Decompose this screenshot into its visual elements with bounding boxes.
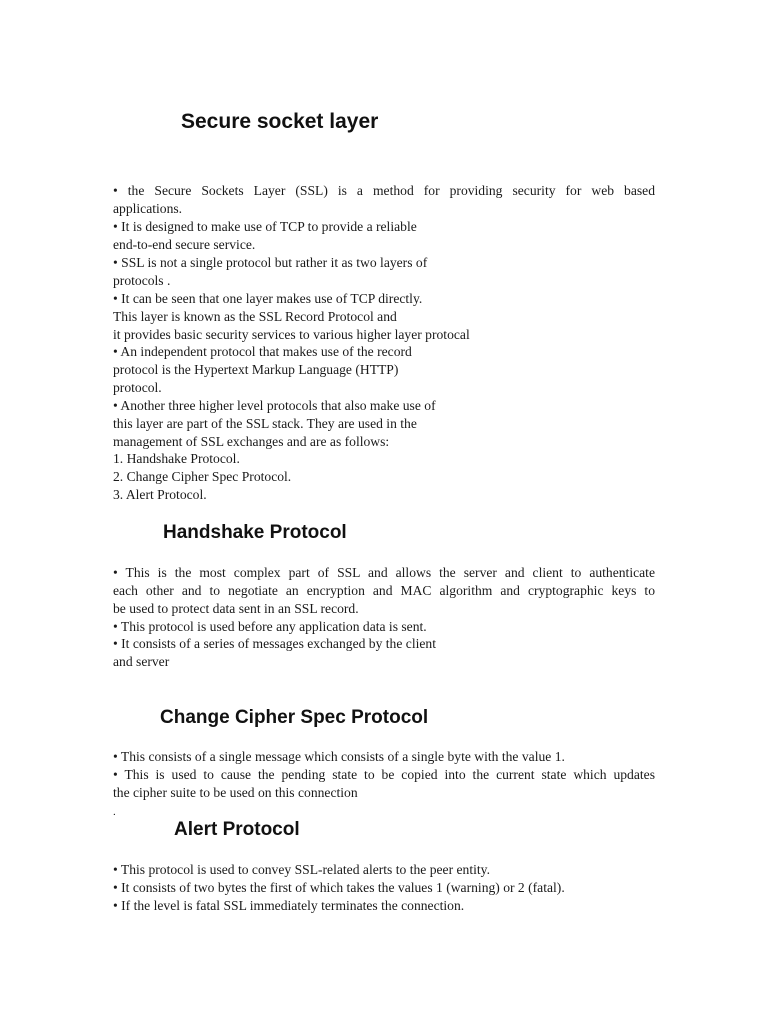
heading-change-cipher-spec-protocol: Change Cipher Spec Protocol (160, 707, 429, 728)
alert-line-1: • This protocol is used to convey SSL-related alerts to the peer entity. (113, 862, 490, 877)
change-cipher-line-1: • This consists of a single message which consists of a single byte with the value 1. (113, 749, 565, 764)
ssl-line-2: applications. (113, 201, 183, 216)
ssl-line-16: 1. Handshake Protocol. (113, 451, 240, 466)
alert-line-3: • If the level is fatal SSL immediately terminates the connection. (113, 898, 465, 913)
ssl-line-15: management of SSL exchanges and are as follows: (113, 434, 390, 449)
ssl-line-14: this layer are part of the SSL stack. They are used in the (113, 416, 417, 431)
ssl-line-18: 3. Alert Protocol. (113, 487, 207, 502)
ssl-line-7: • It can be seen that one layer makes use of TCP directly. (113, 291, 423, 306)
ssl-line-5: • SSL is not a single protocol but rather it as two layers of (113, 255, 428, 270)
ssl-line-9: it provides basic security services to various higher layer protocal (113, 327, 470, 342)
heading-handshake-protocol: Handshake Protocol (163, 522, 347, 543)
ssl-line-4: end-to-end secure service. (113, 237, 256, 252)
ssl-line-10: • An independent protocol that makes use of the record (113, 344, 412, 359)
handshake-line-2: each other and to negotiate an encryption and MAC algorithm and cryptographic keys to (113, 583, 655, 598)
ssl-line-3: • It is designed to make use of TCP to provide a reliable (113, 219, 417, 234)
ssl-line-13: • Another three higher level protocols that also make use of (113, 398, 436, 413)
ssl-line-1: • the Secure Sockets Layer (SSL) is a method for providing security for web based (113, 183, 655, 198)
ssl-line-12: protocol. (113, 380, 162, 395)
ssl-line-11: protocol is the Hypertext Markup Language (HTTP) (113, 362, 399, 377)
ssl-line-17: 2. Change Cipher Spec Protocol. (113, 469, 292, 484)
title-secure-socket-layer: Secure socket layer (181, 110, 379, 133)
change-cipher-line-2: • This is used to cause the pending state to be copied into the current state which updates (113, 767, 655, 782)
ssl-line-6: protocols . (113, 273, 171, 288)
handshake-line-5: • It consists of a series of messages exchanged by the client (113, 636, 436, 651)
handshake-line-4: • This protocol is used before any application data is sent. (113, 619, 427, 634)
handshake-line-6: and server (113, 654, 170, 669)
change-cipher-line-3: the cipher suite to be used on this connection (113, 785, 358, 800)
heading-alert-protocol: Alert Protocol (174, 819, 300, 840)
alert-line-2: • It consists of two bytes the first of which takes the values 1 (warning) or 2 (fatal). (113, 880, 565, 895)
ssl-line-8: This layer is known as the SSL Record Protocol and (113, 309, 397, 324)
handshake-line-3: be used to protect data sent in an SSL record. (113, 601, 359, 616)
change-cipher-line-4: . (113, 806, 116, 818)
handshake-line-1: • This is the most complex part of SSL and allows the server and client to authenticate (113, 565, 655, 580)
